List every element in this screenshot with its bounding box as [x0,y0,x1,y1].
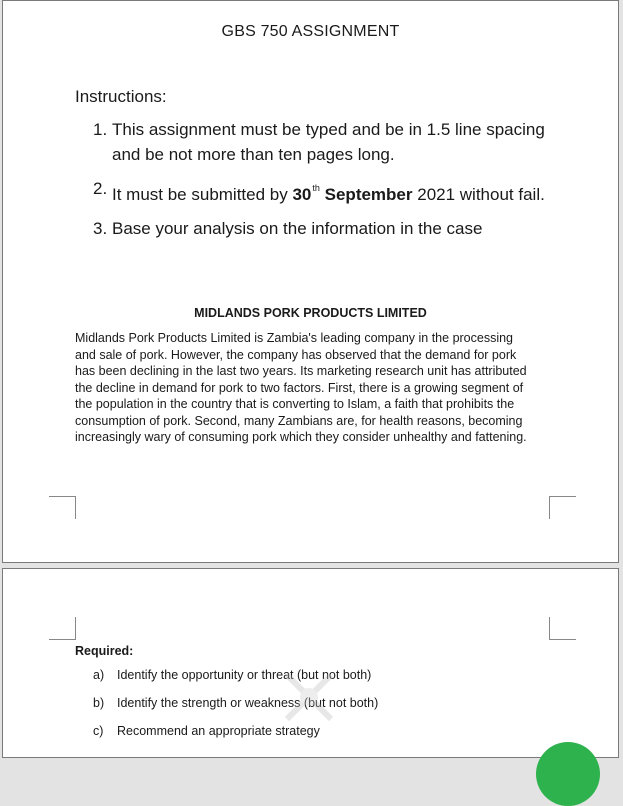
list-item: 3. Base your analysis on the information in the case [93,219,483,238]
document-page-2 [2,568,619,758]
document-page-1 [2,0,619,563]
list-item: a) Identify the opportunity or threat (but not both) [93,668,372,682]
required-heading: Required: [75,644,134,658]
list-item: 2. It must be submitted by 30th September 2021 without fail. [93,179,545,204]
case-title: MIDLANDS PORK PRODUCTS LIMITED [194,306,427,320]
watermark-icon [279,665,339,725]
instructions-list [93,117,563,250]
margin-corner-mark [49,496,76,519]
list-item: b) Identify the strength or weakness (but not both) [93,696,379,710]
margin-corner-mark [549,496,576,519]
margin-corner-mark [49,617,76,640]
case-body: Midlands Pork Products Limited is Zambia's leading company in the processing and sale of pork. However, the company has observed that the demand for pork has been declining in the last two years. Its marketing research unit has attributed the decline in demand for pork to two factors. First, there is a growing segment of the population in the country that is converting to Islam, a faith that prohibits the consumption of pork. Second, many Zambians are, for health reasons, becoming increasingly wary of consuming pork which they consider unhealthy and fattening. [75,331,527,444]
instructions-heading: Instructions: [75,87,167,106]
page-title: GBS 750 ASSIGNMENT [221,23,400,40]
list-item: c) Recommend an appropriate strategy [93,724,320,738]
margin-corner-mark [549,617,576,640]
floating-action-button[interactable] [536,742,600,806]
list-item: 1. This assignment must be typed and be in 1.5 line spacing and be not more than ten pages long. [93,120,545,164]
